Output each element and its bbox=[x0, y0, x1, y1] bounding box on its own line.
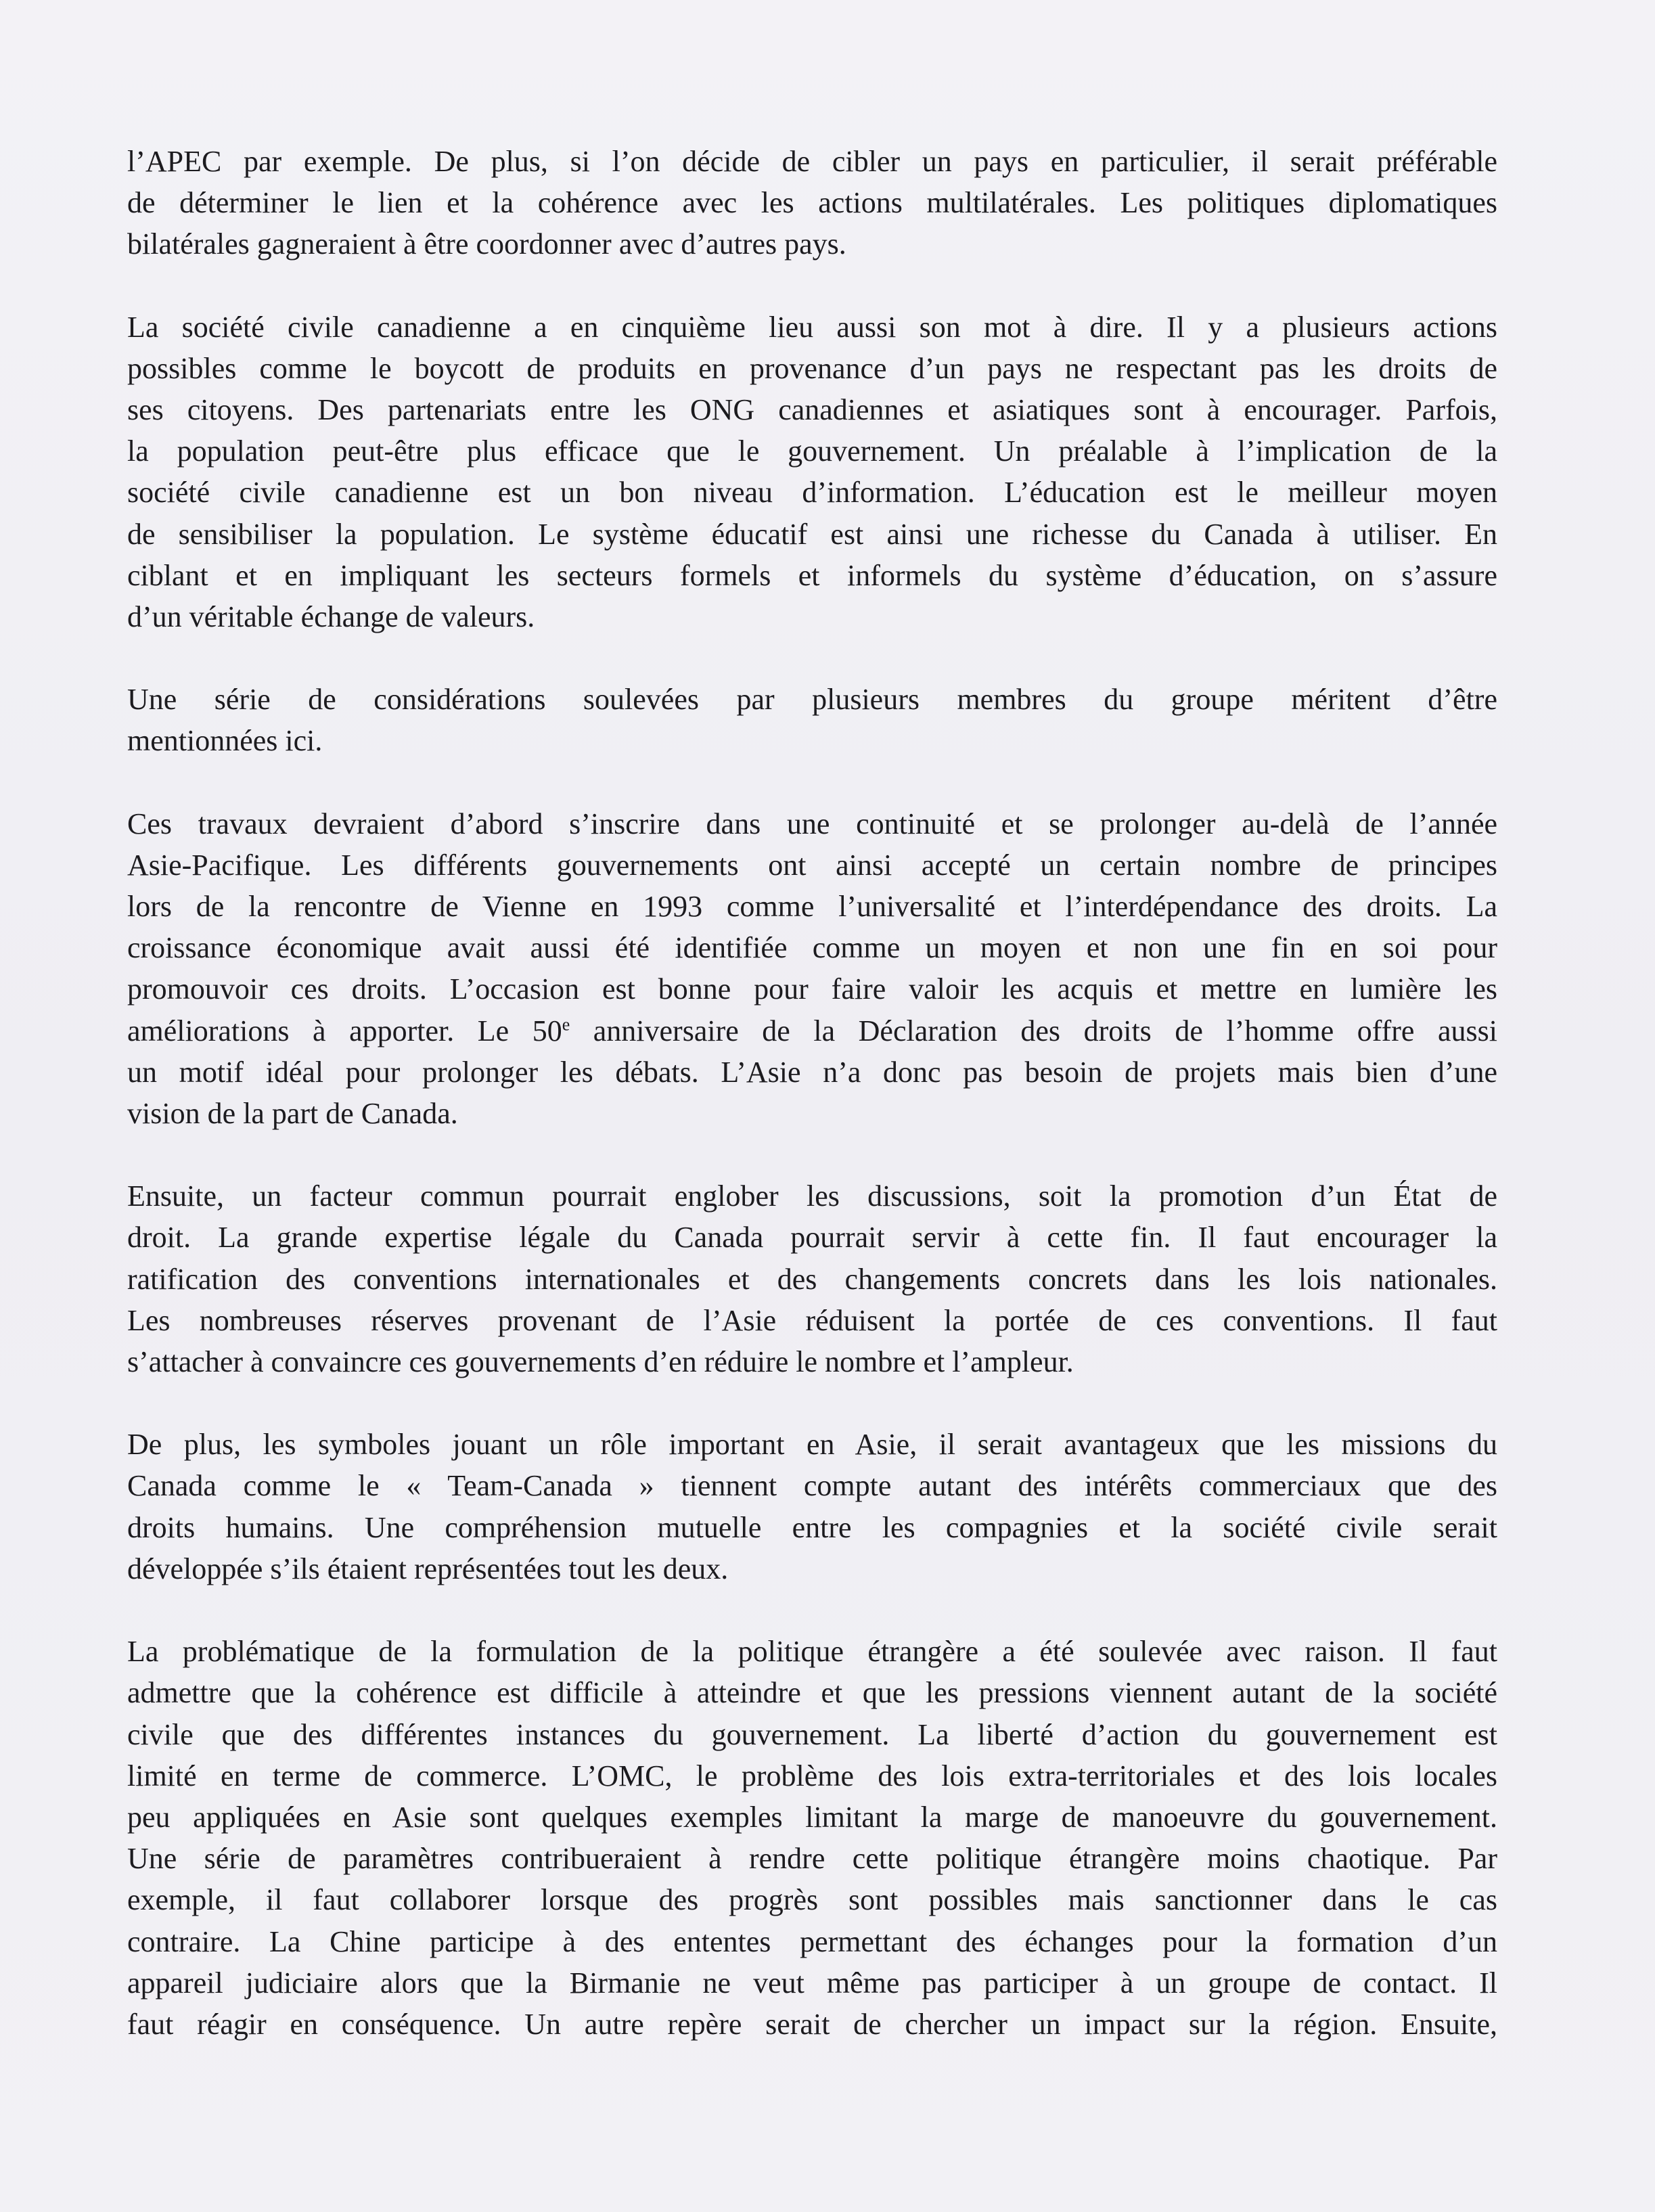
paragraph-4 bbox=[127, 803, 1497, 1135]
text-segment: améliorations à apporter. Le 50 bbox=[127, 1014, 562, 1047]
text-line: admettre que la cohérence est difficile à atteindre et que les pressions viennent autant de la société bbox=[127, 1676, 1497, 1710]
text-line: Ensuite, un facteur commun pourrait englober les discussions, soit la promotion d’un État de bbox=[127, 1179, 1497, 1213]
text-line: Une série de considérations soulevées par plusieurs membres du groupe méritent d’être bbox=[127, 683, 1497, 717]
text-line: faut réagir en conséquence. Un autre repère serait de chercher un impact sur la région. Ensuite, bbox=[127, 2007, 1497, 2041]
text-line: civile que des différentes instances du gouvernement. La liberté d’action du gouvernement est bbox=[127, 1717, 1497, 1751]
text-line: la population peut-être plus efficace que le gouvernement. Un préalable à l’implication de la bbox=[127, 434, 1497, 468]
text-line: croissance économique avait aussi été identifiée comme un moyen et non une fin en soi pour bbox=[127, 931, 1497, 965]
text-line: mentionnées ici. bbox=[127, 724, 323, 758]
text-line: droits humains. Une compréhension mutuelle entre les compagnies et la société civile serait bbox=[127, 1510, 1497, 1544]
text-line: un motif idéal pour prolonger les débats. L’Asie n’a donc pas besoin de projets mais bien d’une bbox=[127, 1055, 1497, 1089]
paragraph-6 bbox=[127, 1424, 1497, 1589]
text-line: s’attacher à convaincre ces gouvernements d’en réduire le nombre et l’ampleur. bbox=[127, 1345, 1074, 1379]
paragraph-1 bbox=[127, 141, 1497, 265]
text-segment: anniversaire de la Déclaration des droits de l’homme offre aussi bbox=[570, 1014, 1497, 1047]
text-line: La société civile canadienne a en cinquième lieu aussi son mot à dire. Il y a plusieurs actions bbox=[127, 310, 1497, 344]
text-line: Canada comme le « Team-Canada » tiennent compte autant des intérêts commerciaux que des bbox=[127, 1469, 1497, 1503]
text-line: De plus, les symboles jouant un rôle important en Asie, il serait avantageux que les missions du bbox=[127, 1428, 1497, 1462]
text-line: Asie-Pacifique. Les différents gouvernements ont ainsi accepté un certain nombre de principes bbox=[127, 848, 1497, 882]
text-line: ses citoyens. Des partenariats entre les ONG canadiennes et asiatiques sont à encourager. Parfois, bbox=[127, 393, 1497, 427]
text-line: Les nombreuses réserves provenant de l’Asie réduisent la portée de ces conventions. Il faut bbox=[127, 1303, 1497, 1337]
text-line: ratification des conventions internationales et des changements concrets dans les lois nationales. bbox=[127, 1262, 1497, 1296]
text-line: droit. La grande expertise légale du Canada pourrait servir à cette fin. Il faut encourager la bbox=[127, 1221, 1497, 1255]
text-line: exemple, il faut collaborer lorsque des progrès sont possibles mais sanctionner dans le cas bbox=[127, 1883, 1497, 1917]
text-line: possibles comme le boycott de produits en provenance d’un pays ne respectant pas les droits de bbox=[127, 351, 1497, 385]
text-line: de déterminer le lien et la cohérence avec les actions multilatérales. Les politiques diplomatiques bbox=[127, 186, 1497, 220]
text-line: limité en terme de commerce. L’OMC, le problème des lois extra-territoriales et des lois locales bbox=[127, 1759, 1497, 1792]
paragraph-5 bbox=[127, 1175, 1497, 1382]
text-line: lors de la rencontre de Vienne en 1993 comme l’universalité et l’interdépendance des droits. La bbox=[127, 890, 1497, 924]
body-text bbox=[127, 141, 1497, 2045]
text-line: ciblant et en impliquant les secteurs formels et informels du système d’éducation, on s’assure bbox=[127, 558, 1497, 592]
text-line: La problématique de la formulation de la politique étrangère a été soulevée avec raison. Il faut bbox=[127, 1635, 1497, 1669]
text-line: de sensibiliser la population. Le système éducatif est ainsi une richesse du Canada à utiliser. En bbox=[127, 517, 1497, 551]
text-line: Ces travaux devraient d’abord s’inscrire dans une continuité et se prolonger au-delà de l’année bbox=[127, 807, 1497, 840]
text-line: vision de la part de Canada. bbox=[127, 1097, 458, 1131]
text-line: société civile canadienne est un bon niveau d’information. L’éducation est le meilleur moyen bbox=[127, 476, 1497, 510]
text-line: appareil judiciaire alors que la Birmanie ne veut même pas participer à un groupe de contact. Il bbox=[127, 1966, 1497, 2000]
paragraph-3 bbox=[127, 679, 1497, 761]
text-line: contraire. La Chine participe à des ententes permettant des échanges pour la formation d’un bbox=[127, 1924, 1497, 1958]
paragraph-2 bbox=[127, 307, 1497, 638]
text-line: développée s’ils étaient représentées tout les deux. bbox=[127, 1552, 729, 1585]
paragraph-7 bbox=[127, 1631, 1497, 2045]
superscript: e bbox=[562, 1014, 570, 1034]
text-line-with-superscript bbox=[127, 1010, 1497, 1052]
text-line: l’APEC par exemple. De plus, si l’on décide de cibler un pays en particulier, il serait préférable bbox=[127, 145, 1497, 178]
text-line: Une série de paramètres contribueraient à rendre cette politique étrangère moins chaotique. Par bbox=[127, 1842, 1497, 1876]
text-line: bilatérales gagneraient à être coordonner avec d’autres pays. bbox=[127, 227, 846, 261]
text-line: promouvoir ces droits. L’occasion est bonne pour faire valoir les acquis et mettre en lumière les bbox=[127, 972, 1497, 1006]
text-line: peu appliquées en Asie sont quelques exemples limitant la marge de manoeuvre du gouvernement. bbox=[127, 1800, 1497, 1834]
text-line: d’un véritable échange de valeurs. bbox=[127, 600, 535, 634]
